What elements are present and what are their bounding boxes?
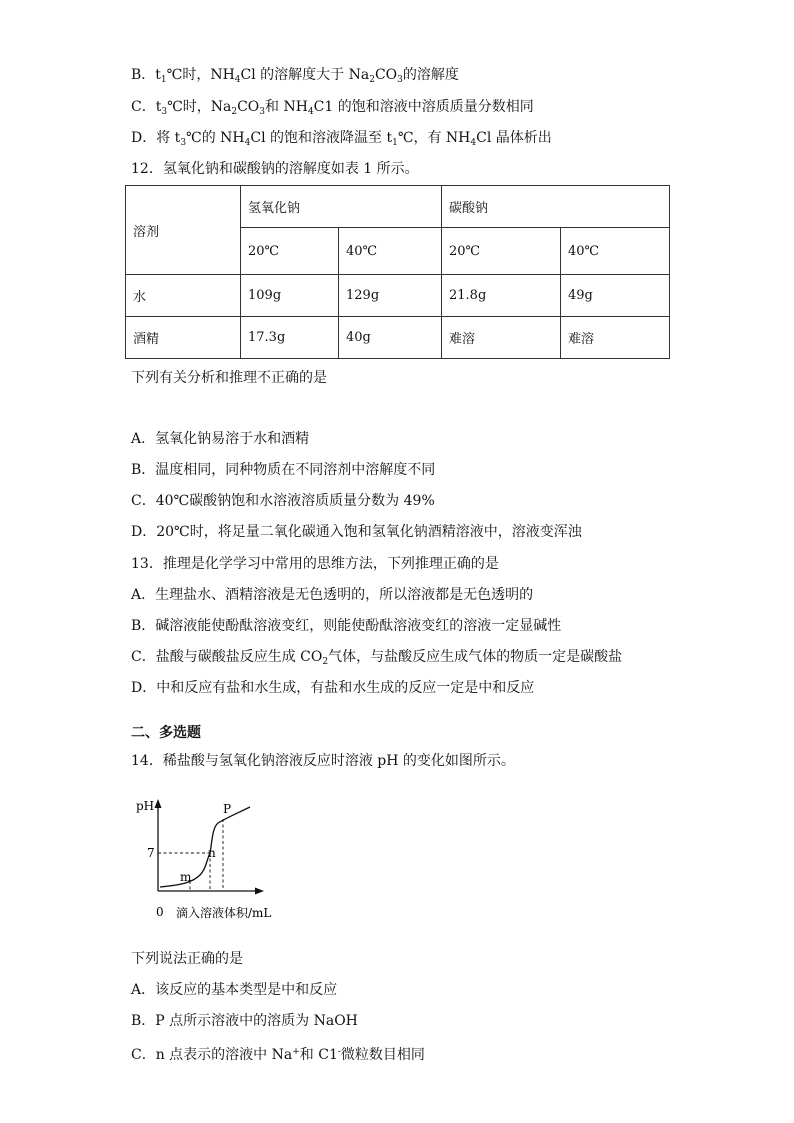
table-header-temp: 20℃ [442, 228, 561, 275]
text: C1 的饱和溶液中溶质质量分数相同 [313, 99, 534, 115]
table-header-naoh: 氢氧化钠 [241, 186, 442, 228]
table-cell: 129g [339, 275, 442, 317]
q12-stem: 12．氢氧化钠和碳酸钠的溶解度如表 1 所示。 [131, 161, 419, 177]
q14-prompt: 下列说法正确的是 [131, 951, 243, 967]
text: 和 C1 [299, 1047, 338, 1063]
solubility-table [125, 185, 670, 359]
subscript: 4 [234, 75, 241, 85]
q11-option-d [131, 129, 552, 152]
text: CO [237, 99, 260, 115]
text: Cl 晶体析出 [476, 130, 552, 146]
table-header-temp: 20℃ [241, 228, 339, 275]
table-cell-solvent: 水 [126, 275, 241, 317]
section-title: 二、多选题 [131, 725, 201, 741]
table-cell: 109g [241, 275, 339, 317]
q12-option-b: B．温度相同，同种物质在不同溶剂中溶解度不同 [131, 462, 436, 478]
q14-option-c [131, 1043, 425, 1064]
text: C．n 点表示的溶液中 Na [131, 1047, 293, 1063]
q14-option-b: B．P 点所示溶液中的溶质为 NaOH [131, 1013, 358, 1029]
table-cell: 难溶 [561, 317, 670, 359]
ph-curve-graph [130, 795, 300, 925]
text: ℃时，NH [166, 67, 235, 83]
text: B．t [131, 67, 161, 83]
subscript: 4 [244, 138, 251, 148]
subscript: 3 [397, 75, 403, 85]
text: CO [374, 67, 398, 83]
text: C．盐酸与碳酸盐反应生成 CO [131, 649, 323, 665]
q12-prompt: 下列有关分析和推理不正确的是 [131, 370, 327, 386]
text: ℃时，Na [167, 99, 232, 115]
text: 和 NH [265, 99, 308, 115]
table-cell: 40g [339, 317, 442, 359]
subscript: 2 [322, 657, 329, 667]
text: 气体，与盐酸反应生成气体的物质一定是碳酸盐 [328, 649, 623, 665]
subscript: 3 [180, 138, 187, 148]
table-row [126, 317, 670, 359]
q12-option-d: D．20℃时，将足量二氧化碳通入饱和氢氧化钠酒精溶液中，溶液变浑浊 [131, 524, 582, 540]
q13-stem: 13．推理是化学学习中常用的思维方法，下列推理正确的是 [131, 556, 499, 572]
q11-option-b [131, 66, 459, 89]
table-cell-solvent: 酒精 [126, 317, 241, 359]
origin-label: 0 [156, 905, 164, 919]
q13-option-d: D．中和反应有盐和水生成，有盐和水生成的反应一定是中和反应 [131, 680, 535, 696]
subscript: 4 [470, 138, 477, 148]
subscript: 3 [161, 107, 168, 117]
tick-7: 7 [147, 846, 155, 860]
point-n-label: n [208, 846, 216, 860]
q13-option-b: B．碱溶液能使酚酞溶液变红，则能使酚酞溶液变红的溶液一定显碱性 [131, 618, 562, 634]
text: ℃的 NH [186, 130, 245, 146]
text: D．将 t [131, 130, 181, 146]
table-header-solvent: 溶剂 [126, 186, 241, 275]
q14-option-a: A．该反应的基本类型是中和反应 [131, 982, 338, 998]
q13-option-a: A．生理盐水、酒精溶液是无色透明的，所以溶液都是无色透明的 [131, 587, 534, 603]
subscript: 1 [160, 75, 167, 85]
subscript: 4 [307, 107, 314, 117]
point-m-label: m [180, 870, 192, 884]
q14-stem: 14．稀盐酸与氢氧化钠溶液反应时溶液 pH 的变化如图所示。 [131, 753, 515, 769]
text: 的溶解度 [402, 67, 459, 83]
table-header-na2co3: 碳酸钠 [442, 186, 670, 228]
text: ℃，有 NH [397, 130, 471, 146]
subscript: 2 [369, 75, 375, 85]
x-axis-arrow [255, 888, 264, 895]
table-row [126, 275, 670, 317]
table-cell: 17.3g [241, 317, 339, 359]
table-cell: 21.8g [442, 275, 561, 317]
subscript: 2 [231, 107, 238, 117]
text: C．t [131, 99, 162, 115]
q12-option-c: C．40℃碳酸钠饱和水溶液溶质质量分数为 49% [131, 493, 435, 509]
superscript: - [337, 1047, 341, 1057]
point-p-label: P [223, 802, 232, 816]
ph-curve [160, 807, 250, 887]
table-header-temp: 40℃ [339, 228, 442, 275]
subscript: 1 [392, 138, 398, 148]
superscript: + [292, 1047, 300, 1057]
text: Cl 的溶解度大于 Na [240, 67, 370, 83]
x-axis-label: 滴入溶液体积/mL [176, 906, 272, 920]
q13-option-c [131, 648, 622, 671]
text: Cl 的饱和溶液降温至 t [250, 130, 393, 146]
q11-option-c [131, 98, 534, 121]
q12-option-a: A．氢氧化钠易溶于水和酒精 [131, 431, 310, 447]
text: 微粒数目相同 [340, 1047, 425, 1063]
table-cell: 49g [561, 275, 670, 317]
table-header-temp: 40℃ [561, 228, 670, 275]
subscript: 3 [259, 107, 266, 117]
table-cell: 难溶 [442, 317, 561, 359]
y-axis-label: pH [136, 799, 155, 813]
y-axis-arrow [155, 799, 162, 808]
